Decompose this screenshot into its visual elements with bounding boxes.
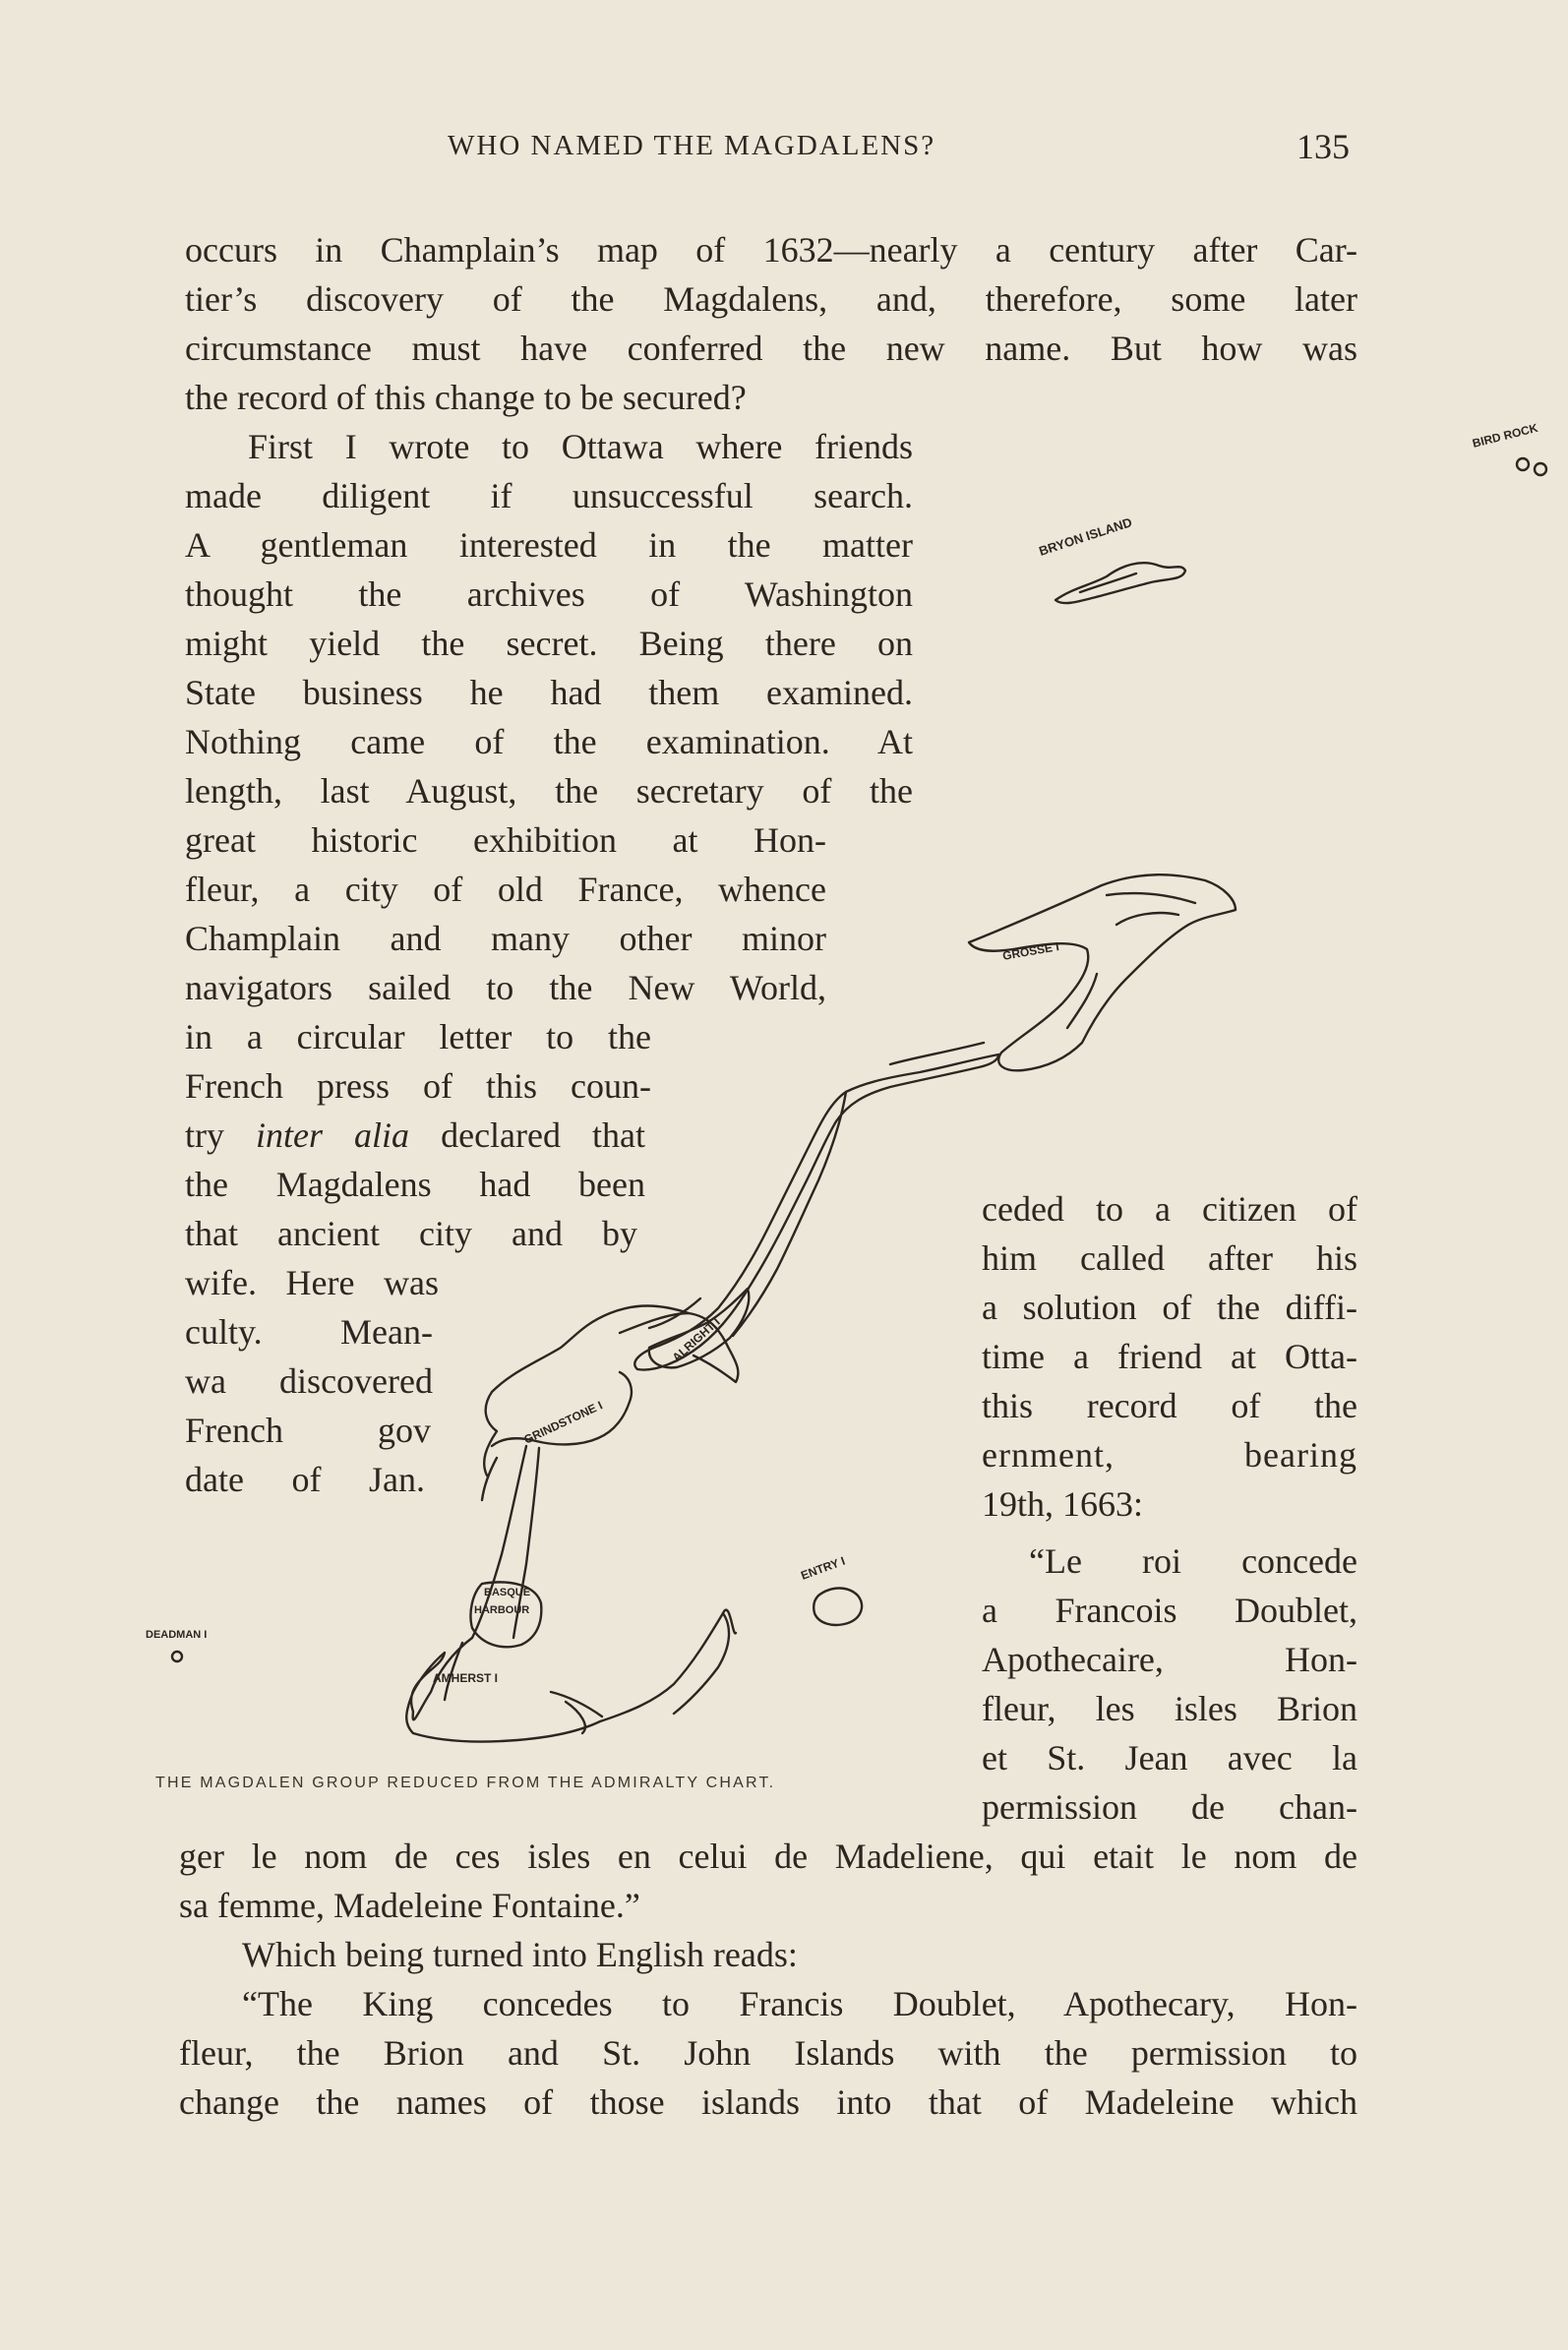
text-line: tier’s discovery of the Magdalens, and, therefore, some later [185,279,1357,319]
text-line: fleur, the Brion and St. John Islands with the permission to [179,2033,1357,2073]
map-caption: THE MAGDALEN GROUP REDUCED FROM THE ADMIRALTY CHART. [155,1775,776,1791]
text-line: in a circular letter to the [185,1017,651,1056]
text-line: A gentleman interested in the matter [185,525,913,565]
amherst-label: AMHERST I [433,1671,498,1685]
text-line: that ancient city and by [185,1214,637,1253]
text-line: fleur, les isles Brion [982,1689,1357,1728]
text-line: ceded to a citizen of [982,1189,1357,1229]
text-line: the record of this change to be secured? [185,378,747,417]
page-number: 135 [1297,127,1350,166]
text-line: ernment, bearing [982,1435,1357,1475]
text-line: try inter alia declared that [185,1115,646,1155]
text-line: change the names of those islands into that of Madeleine which [179,2082,1357,2122]
text-line: First I wrote to Ottawa where friends [248,427,913,466]
text-line: ger le nom de ces isles en celui de Madeliene, qui etait le nom de [179,1837,1357,1876]
text-line: time a friend at Otta- [982,1337,1357,1376]
grosse-label: GROSSE I [1001,939,1060,963]
entry-island [799,1554,862,1625]
text-line: Which being turned into English reads: [242,1935,798,1974]
text-line: Nothing came of the examination. At [185,722,913,761]
deadman-island [146,1629,207,1661]
text-line: Apothecaire, Hon- [982,1640,1357,1679]
basque-label: BASQUE [484,1587,531,1598]
grindstone-label-a: GRINDSTONE I [521,1398,605,1447]
text-line: the Magdalens had been [185,1165,645,1204]
bird-rock-island [1471,421,1546,475]
text-line: date of Jan. [185,1460,425,1499]
text-line: him called after his [982,1238,1357,1278]
harbour-label: HARBOUR [474,1604,530,1616]
text-line: might yield the secret. Being there on [185,624,913,663]
text-line: French gov [185,1411,431,1450]
text-line: made diligent if unsuccessful search. [185,476,913,515]
text-line: culty. Mean- [185,1312,433,1352]
bryon-label: BRYON ISLAND [1037,514,1134,559]
text-line: fleur, a city of old France, whence [185,870,826,909]
text-line: a Francois Doublet, [982,1591,1357,1630]
entry-label: ENTRY I [799,1553,847,1583]
text-line: Champlain and many other minor [185,919,826,958]
text-line: navigators sailed to the New World, [185,968,826,1007]
text-line: wa discovered [185,1361,433,1401]
text-line: thought the archives of Washington [185,574,913,614]
bird-rock-label: BIRD ROCK [1471,420,1539,451]
text-line: wife. Here was [185,1263,439,1302]
text-line: “Le roi concede [1029,1541,1357,1581]
text-line: French press of this coun- [185,1066,651,1106]
text-line: et St. Jean avec la [982,1738,1357,1778]
text-line: great historic exhibition at Hon- [185,820,826,860]
text-line: “The King concedes to Francis Doublet, Apothecary, Hon- [242,1984,1357,2023]
text-line: length, last August, the secretary of the [185,771,913,811]
alright-label: ALRIGHT I [669,1314,723,1365]
text-line: circumstance must have conferred the new name. But how was [185,329,1357,368]
running-head: WHO NAMED THE MAGDALENS? [448,130,936,161]
deadman-label: DEADMAN I [146,1629,208,1641]
text-line: sa femme, Madeleine Fontaine.” [179,1886,640,1925]
text-line: 19th, 1663: [982,1484,1144,1524]
text-line: permission de chan- [982,1787,1357,1827]
text-line: this record of the [982,1386,1357,1425]
text-line: occurs in Champlain’s map of 1632—nearly a century after Car- [185,230,1357,270]
text-line: a solution of the diffi- [982,1288,1357,1327]
text-line: State business he had them examined. [185,673,913,712]
bryon-island [1037,514,1185,603]
